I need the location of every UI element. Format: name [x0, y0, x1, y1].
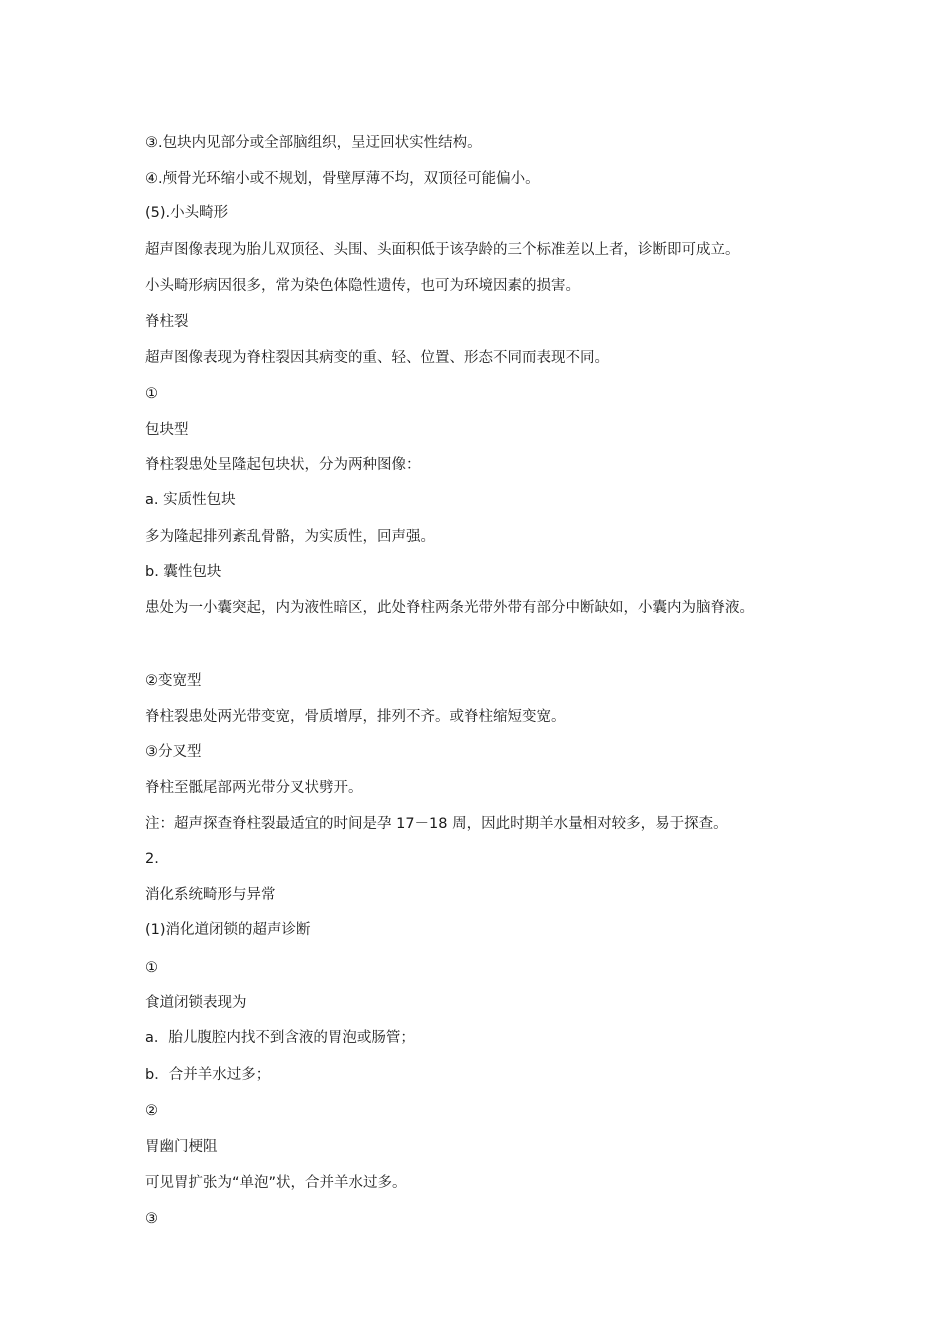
note-line: 注：超声探查脊柱裂最适宜的时间是孕 17－18 周，因此时期羊水量相对较多，易于探查。 — [145, 816, 728, 832]
text-line: 超声图像表现为胎儿双顶径、头围、头面积低于该孕龄的三个标准差以上者，诊断即可成立。 — [145, 242, 740, 258]
text-line: 脊柱裂患处两光带变宽，骨质增厚，排列不齐。或脊柱缩短变宽。 — [145, 709, 566, 725]
text-line: 患处为一小囊突起，内为液性暗区，此处脊柱两条光带外带有部分中断缺如，小囊内为脑脊液。 — [145, 600, 754, 616]
text-line: ③.包块内见部分或全部脑组织，呈迂回状实性结构。 — [145, 135, 482, 151]
section-number: 2. — [145, 851, 159, 867]
text-line: 脊柱至骶尾部两光带分叉状劈开。 — [145, 780, 363, 796]
list-marker: ③ — [145, 1211, 158, 1227]
text-line: 脊柱裂患处呈隆起包块状，分为两种图像： — [145, 457, 421, 473]
section-heading: ②变宽型 — [145, 673, 202, 689]
section-heading: 包块型 — [145, 422, 189, 438]
list-item: b. 囊性包块 — [145, 564, 222, 580]
section-heading: 胃幽门梗阻 — [145, 1139, 218, 1155]
section-heading: ③分叉型 — [145, 744, 202, 760]
text-line: 可见胃扩张为“单泡”状，合并羊水过多。 — [145, 1175, 407, 1191]
section-heading: 消化系统畸形与异常 — [145, 887, 276, 903]
text-line: 多为隆起排列紊乱骨骼，为实质性，回声强。 — [145, 529, 435, 545]
list-item: a．胎儿腹腔内找不到含液的胃泡或肠管； — [145, 1030, 415, 1046]
list-item: a. 实质性包块 — [145, 492, 236, 508]
section-heading: 食道闭锁表现为 — [145, 995, 247, 1011]
section-heading: (5).小头畸形 — [145, 205, 229, 221]
text-line: ④.颅骨光环缩小或不规划，骨壁厚薄不均，双顶径可能偏小。 — [145, 171, 540, 187]
text-line: 超声图像表现为脊柱裂因其病变的重、轻、位置、形态不同而表现不同。 — [145, 350, 609, 366]
list-marker: ① — [145, 386, 158, 402]
list-marker: ② — [145, 1103, 158, 1119]
section-heading: 脊柱裂 — [145, 314, 189, 330]
section-heading: (1)消化道闭锁的超声诊断 — [145, 922, 311, 938]
list-marker: ① — [145, 960, 158, 976]
text-line: 小头畸形病因很多，常为染色体隐性遗传，也可为环境因素的损害。 — [145, 278, 580, 294]
list-item: b．合并羊水过多； — [145, 1067, 271, 1083]
